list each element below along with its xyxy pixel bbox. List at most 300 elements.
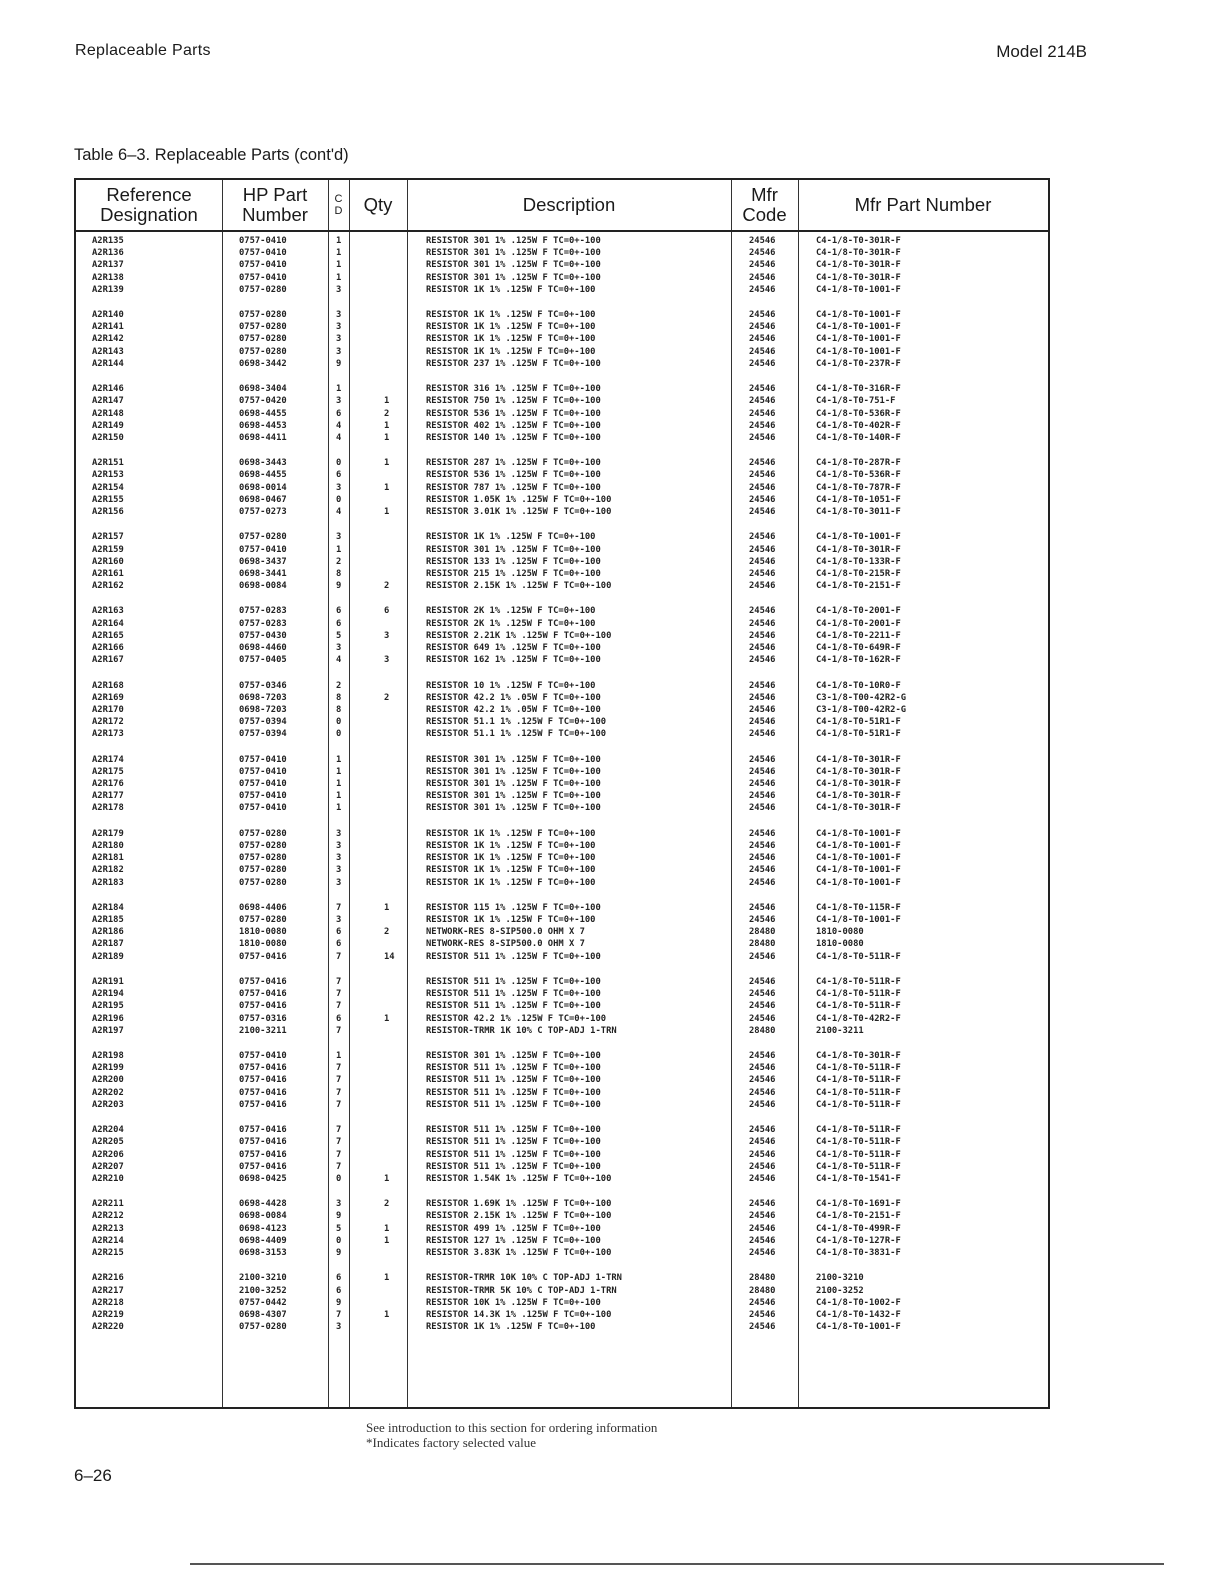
mfr-code: 24546 — [749, 606, 776, 617]
ref-designation: A2R150 — [92, 432, 124, 443]
mfr-code: 24546 — [749, 766, 776, 777]
qty: 1 — [384, 1309, 390, 1320]
ref-designation: A2R187 — [92, 939, 124, 950]
description: RESISTOR 10K 1% .125W F TC=0+-100 — [426, 1297, 601, 1308]
ref-designation: A2R142 — [92, 334, 124, 345]
description: RESISTOR 215 1% .125W F TC=0+-100 — [426, 568, 601, 579]
table-row — [76, 840, 1048, 852]
description: RESISTOR 1K 1% .125W F TC=0+-100 — [426, 532, 596, 543]
table-row — [76, 1198, 1048, 1210]
hp-part-number: 0698-7203 — [239, 692, 287, 703]
ref-designation: A2R155 — [92, 494, 124, 505]
mfr-code: 24546 — [749, 532, 776, 543]
description: RESISTOR 511 1% .125W F TC=0+-100 — [426, 1099, 601, 1110]
hp-part-number: 0757-0416 — [239, 989, 287, 1000]
ref-designation: A2R159 — [92, 544, 124, 555]
hp-part-number: 0757-0416 — [239, 1149, 287, 1160]
table-row — [76, 1297, 1048, 1309]
cd-digit: 4 — [336, 432, 342, 443]
mfr-code: 24546 — [749, 951, 776, 962]
cd-digit: 3 — [336, 284, 342, 295]
description: RESISTOR 1K 1% .125W F TC=0+-100 — [426, 915, 596, 926]
description: RESISTOR 301 1% .125W F TC=0+-100 — [426, 260, 601, 271]
ref-designation: A2R194 — [92, 989, 124, 1000]
mfr-part-number: C4-1/8-T0-1001-F — [816, 1322, 901, 1333]
ref-designation: A2R162 — [92, 581, 124, 592]
ref-designation: A2R185 — [92, 915, 124, 926]
hp-part-number: 0757-0394 — [239, 717, 287, 728]
description: RESISTOR 3.83K 1% .125W F TC=0+-100 — [426, 1247, 612, 1258]
mfr-part-number: C4-1/8-T0-51R1-F — [816, 729, 901, 740]
description: RESISTOR 2.21K 1% .125W F TC=0+-100 — [426, 630, 612, 641]
description: RESISTOR 511 1% .125W F TC=0+-100 — [426, 1063, 601, 1074]
table-row — [76, 766, 1048, 778]
mfr-part-number: C4-1/8-T0-536R-F — [816, 470, 901, 481]
hp-part-number: 0757-0430 — [239, 630, 287, 641]
ref-designation: A2R175 — [92, 766, 124, 777]
ref-designation: A2R211 — [92, 1199, 124, 1210]
mfr-part-number: C4-1/8-T0-140R-F — [816, 432, 901, 443]
mfr-code: 24546 — [749, 1099, 776, 1110]
mfr-code: 24546 — [749, 310, 776, 321]
mfr-part-number: C4-1/8-T0-536R-F — [816, 408, 901, 419]
hp-part-number: 0698-0084 — [239, 581, 287, 592]
mfr-code: 28480 — [749, 1285, 776, 1296]
cd-digit: 3 — [336, 865, 342, 876]
ref-designation: A2R196 — [92, 1013, 124, 1024]
qty: 1 — [384, 1223, 390, 1234]
hp-part-number: 0757-0280 — [239, 828, 287, 839]
hp-part-number: 0698-0084 — [239, 1211, 287, 1222]
cd-digit: 3 — [336, 322, 342, 333]
cd-digit: 7 — [336, 1099, 342, 1110]
description: RESISTOR 1K 1% .125W F TC=0+-100 — [426, 334, 596, 345]
ref-designation: A2R138 — [92, 272, 124, 283]
hp-part-number: 0757-0420 — [239, 396, 287, 407]
qty: 1 — [384, 902, 390, 913]
table-row — [76, 556, 1048, 568]
mfr-code: 24546 — [749, 630, 776, 641]
cd-digit: 7 — [336, 1137, 342, 1148]
cd-digit: 9 — [336, 358, 342, 369]
mfr-code: 24546 — [749, 260, 776, 271]
table-row — [76, 1062, 1048, 1074]
mfr-code: 24546 — [749, 568, 776, 579]
qty: 2 — [384, 1199, 390, 1210]
ref-designation: A2R170 — [92, 704, 124, 715]
ref-designation: A2R177 — [92, 791, 124, 802]
mfr-part-number: C4-1/8-T0-1001-F — [816, 322, 901, 333]
ref-designation: A2R141 — [92, 322, 124, 333]
description: RESISTOR 511 1% .125W F TC=0+-100 — [426, 1161, 601, 1172]
description: NETWORK-RES 8-SIP500.0 OHM X 7 — [426, 939, 585, 950]
table-row — [76, 1013, 1048, 1025]
table-row — [76, 864, 1048, 876]
mfr-part-number: C4-1/8-T0-287R-F — [816, 458, 901, 469]
cd-digit: 7 — [336, 902, 342, 913]
row-group — [76, 1198, 1048, 1272]
ref-designation: A2R178 — [92, 803, 124, 814]
row-group — [76, 383, 1048, 457]
mfr-part-number: C4-1/8-T0-162R-F — [816, 655, 901, 666]
hp-part-number: 0757-0280 — [239, 840, 287, 851]
mfr-part-number: C4-1/8-T0-1001-F — [816, 310, 901, 321]
ref-designation: A2R154 — [92, 482, 124, 493]
table-row — [76, 1272, 1048, 1284]
table-row — [76, 247, 1048, 259]
hp-part-number: 2100-3210 — [239, 1273, 287, 1284]
mfr-part-number: C3-1/8-T00-42R2-G — [816, 692, 907, 703]
table-row — [76, 544, 1048, 556]
mfr-code: 24546 — [749, 272, 776, 283]
qty: 1 — [384, 1013, 390, 1024]
qty: 1 — [384, 482, 390, 493]
mfr-code: 24546 — [749, 420, 776, 431]
hp-part-number: 0757-0410 — [239, 1051, 287, 1062]
table-row — [76, 358, 1048, 370]
table-row — [76, 580, 1048, 592]
mfr-code: 24546 — [749, 989, 776, 1000]
qty: 2 — [384, 408, 390, 419]
qty: 3 — [384, 630, 390, 641]
mfr-part-number: C4-1/8-T0-127R-F — [816, 1235, 901, 1246]
header-rule — [76, 230, 1048, 232]
footnotes — [366, 1420, 657, 1450]
mfr-code: 24546 — [749, 470, 776, 481]
table-row — [76, 1000, 1048, 1012]
mfr-part-number: C4-1/8-T0-1691-F — [816, 1199, 901, 1210]
ref-designation: A2R212 — [92, 1211, 124, 1222]
mfr-code: 24546 — [749, 284, 776, 295]
description: RESISTOR-TRMR 5K 10% C TOP-ADJ 1-TRN — [426, 1285, 617, 1296]
mfr-code: 24546 — [749, 803, 776, 814]
qty: 2 — [384, 581, 390, 592]
ref-designation: A2R179 — [92, 828, 124, 839]
mfr-part-number: C4-1/8-T0-133R-F — [816, 556, 901, 567]
header-mfr-part-number: Mfr Part Number — [854, 194, 992, 215]
mfr-part-number: C4-1/8-T0-42R2-F — [816, 1013, 901, 1024]
mfr-code: 24546 — [749, 1297, 776, 1308]
mfr-part-number: C4-1/8-T0-1001-F — [816, 532, 901, 543]
hp-part-number: 2100-3252 — [239, 1285, 287, 1296]
ref-designation: A2R213 — [92, 1223, 124, 1234]
qty: 1 — [384, 432, 390, 443]
table-row — [76, 926, 1048, 938]
mfr-code: 24546 — [749, 1247, 776, 1258]
hp-part-number: 0757-0442 — [239, 1297, 287, 1308]
mfr-code: 24546 — [749, 655, 776, 666]
mfr-code: 24546 — [749, 1013, 776, 1024]
row-group — [76, 976, 1048, 1050]
footnote-factory-selected: *Indicates factory selected value — [366, 1435, 536, 1450]
table-row — [76, 680, 1048, 692]
header-reference-designation: Reference Designation — [100, 184, 198, 225]
ref-designation: A2R199 — [92, 1063, 124, 1074]
mfr-part-number: 2100-3211 — [816, 1025, 864, 1036]
ref-designation: A2R206 — [92, 1149, 124, 1160]
mfr-code: 24546 — [749, 556, 776, 567]
section-title: Replaceable Parts — [75, 42, 211, 59]
table-row — [76, 802, 1048, 814]
ref-designation: A2R169 — [92, 692, 124, 703]
qty: 6 — [384, 606, 390, 617]
hp-part-number: 0757-0410 — [239, 544, 287, 555]
table-row — [76, 642, 1048, 654]
cd-digit: 1 — [336, 384, 342, 395]
qty: 1 — [384, 1235, 390, 1246]
table-row — [76, 1210, 1048, 1222]
description: RESISTOR 511 1% .125W F TC=0+-100 — [426, 1087, 601, 1098]
cd-digit: 7 — [336, 951, 342, 962]
mfr-code: 24546 — [749, 618, 776, 629]
ref-designation: A2R180 — [92, 840, 124, 851]
table-row — [76, 1235, 1048, 1247]
cd-digit: 1 — [336, 779, 342, 790]
mfr-part-number: C4-1/8-T0-1001-F — [816, 284, 901, 295]
cd-digit: 3 — [336, 643, 342, 654]
mfr-part-number: C4-1/8-T0-301R-F — [816, 766, 901, 777]
hp-part-number: 0757-0416 — [239, 1087, 287, 1098]
ref-designation: A2R164 — [92, 618, 124, 629]
ref-designation: A2R204 — [92, 1125, 124, 1136]
hp-part-number: 0757-0346 — [239, 680, 287, 691]
hp-part-number: 0757-0280 — [239, 865, 287, 876]
cd-digit: 3 — [336, 310, 342, 321]
description: RESISTOR 511 1% .125W F TC=0+-100 — [426, 1137, 601, 1148]
header-description: Description — [522, 194, 616, 215]
ref-designation: A2R160 — [92, 556, 124, 567]
mfr-part-number: 2100-3252 — [816, 1285, 864, 1296]
table-row — [76, 1223, 1048, 1235]
description: RESISTOR 536 1% .125W F TC=0+-100 — [426, 470, 601, 481]
ref-designation: A2R210 — [92, 1173, 124, 1184]
hp-part-number: 0698-4455 — [239, 408, 287, 419]
ref-designation: A2R186 — [92, 927, 124, 938]
table-row — [76, 754, 1048, 766]
row-group — [76, 457, 1048, 531]
hp-part-number: 0698-4409 — [239, 1235, 287, 1246]
description: RESISTOR 51.1 1% .125W F TC=0+-100 — [426, 729, 607, 740]
cd-digit: 5 — [336, 1223, 342, 1234]
cd-digit: 1 — [336, 1051, 342, 1062]
table-row — [76, 1025, 1048, 1037]
cd-digit: 1 — [336, 260, 342, 271]
hp-part-number: 0757-0280 — [239, 310, 287, 321]
description: RESISTOR 14.3K 1% .125W F TC=0+-100 — [426, 1309, 612, 1320]
cd-digit: 8 — [336, 692, 342, 703]
mfr-part-number: C4-1/8-T0-511R-F — [816, 989, 901, 1000]
description: RESISTOR 511 1% .125W F TC=0+-100 — [426, 1001, 601, 1012]
cd-digit: 3 — [336, 853, 342, 864]
hp-part-number: 0757-0410 — [239, 236, 287, 246]
cd-digit: 3 — [336, 1199, 342, 1210]
table-row — [76, 654, 1048, 666]
hp-part-number: 0757-0410 — [239, 260, 287, 271]
mfr-part-number: C4-1/8-T0-301R-F — [816, 1051, 901, 1062]
ref-designation: A2R205 — [92, 1137, 124, 1148]
table-row — [76, 976, 1048, 988]
cd-digit: 9 — [336, 1297, 342, 1308]
hp-part-number: 0698-4460 — [239, 643, 287, 654]
ref-designation: A2R198 — [92, 1051, 124, 1062]
mfr-part-number: C4-1/8-T0-301R-F — [816, 791, 901, 802]
mfr-code: 24546 — [749, 791, 776, 802]
ref-designation: A2R191 — [92, 976, 124, 987]
mfr-code: 24546 — [749, 432, 776, 443]
description: RESISTOR 1.54K 1% .125W F TC=0+-100 — [426, 1173, 612, 1184]
table-row — [76, 790, 1048, 802]
description: RESISTOR 10 1% .125W F TC=0+-100 — [426, 680, 596, 691]
description: RESISTOR 1.69K 1% .125W F TC=0+-100 — [426, 1199, 612, 1210]
ref-designation: A2R220 — [92, 1322, 124, 1333]
description: RESISTOR 42.2 1% .05W F TC=0+-100 — [426, 704, 601, 715]
hp-part-number: 0757-0394 — [239, 729, 287, 740]
table-row — [76, 1149, 1048, 1161]
bottom-rule — [190, 1563, 1164, 1565]
hp-part-number: 0698-3442 — [239, 358, 287, 369]
cd-digit: 3 — [336, 396, 342, 407]
mfr-code: 24546 — [749, 384, 776, 395]
cd-digit: 0 — [336, 1235, 342, 1246]
mfr-part-number: C4-1/8-T0-2211-F — [816, 630, 901, 641]
mfr-code: 24546 — [749, 1211, 776, 1222]
hp-part-number: 0757-0280 — [239, 532, 287, 543]
header-mfr-code: Mfr Code — [742, 184, 787, 225]
ref-designation: A2R146 — [92, 384, 124, 395]
mfr-part-number: C4-1/8-T0-301R-F — [816, 260, 901, 271]
mfr-part-number: C4-1/8-T0-1541-F — [816, 1173, 901, 1184]
mfr-code: 24546 — [749, 902, 776, 913]
mfr-part-number: C4-1/8-T0-511R-F — [816, 951, 901, 962]
mfr-part-number: C4-1/8-T0-511R-F — [816, 1001, 901, 1012]
table-row — [76, 408, 1048, 420]
cd-digit: 7 — [336, 989, 342, 1000]
cd-digit: 3 — [336, 482, 342, 493]
hp-part-number: 0757-0273 — [239, 507, 287, 518]
hp-part-number: 0698-3437 — [239, 556, 287, 567]
mfr-code: 24546 — [749, 248, 776, 259]
cd-digit: 6 — [336, 408, 342, 419]
hp-part-number: 0757-0416 — [239, 1161, 287, 1172]
mfr-part-number: C4-1/8-T0-511R-F — [816, 976, 901, 987]
ref-designation: A2R202 — [92, 1087, 124, 1098]
mfr-part-number: C4-1/8-T0-215R-F — [816, 568, 901, 579]
table-row — [76, 852, 1048, 864]
mfr-part-number: C4-1/8-T0-1001-F — [816, 828, 901, 839]
hp-part-number: 0757-0410 — [239, 248, 287, 259]
header-cd: C D — [334, 193, 343, 217]
table-row — [76, 333, 1048, 345]
footnote-ordering: See introduction to this section for ordering information — [366, 1420, 658, 1435]
table-row — [76, 692, 1048, 704]
ref-designation: A2R165 — [92, 630, 124, 641]
cd-digit: 3 — [336, 1322, 342, 1333]
table-row — [76, 716, 1048, 728]
description: RESISTOR 301 1% .125W F TC=0+-100 — [426, 779, 601, 790]
description: RESISTOR 115 1% .125W F TC=0+-100 — [426, 902, 601, 913]
mfr-code: 24546 — [749, 729, 776, 740]
hp-part-number: 0757-0416 — [239, 1075, 287, 1086]
ref-designation: A2R143 — [92, 346, 124, 357]
table-row — [76, 1161, 1048, 1173]
description: RESISTOR 301 1% .125W F TC=0+-100 — [426, 791, 601, 802]
description: RESISTOR 301 1% .125W F TC=0+-100 — [426, 248, 601, 259]
description: RESISTOR 162 1% .125W F TC=0+-100 — [426, 655, 601, 666]
hp-part-number: 0698-0467 — [239, 494, 287, 505]
row-group — [76, 531, 1048, 605]
mfr-code: 24546 — [749, 840, 776, 851]
mfr-part-number: C4-1/8-T0-1001-F — [816, 853, 901, 864]
table-row — [76, 346, 1048, 358]
cd-digit: 1 — [336, 272, 342, 283]
parts-table — [74, 178, 1050, 1409]
mfr-code: 28480 — [749, 927, 776, 938]
qty: 14 — [384, 951, 395, 962]
qty: 2 — [384, 927, 390, 938]
hp-part-number: 0757-0280 — [239, 1322, 287, 1333]
hp-part-number: 0757-0280 — [239, 853, 287, 864]
table-row — [76, 457, 1048, 469]
mfr-code: 24546 — [749, 643, 776, 654]
ref-designation: A2R168 — [92, 680, 124, 691]
qty: 1 — [384, 1173, 390, 1184]
table-row — [76, 469, 1048, 481]
table-row — [76, 1124, 1048, 1136]
hp-part-number: 0698-0425 — [239, 1173, 287, 1184]
mfr-part-number: C4-1/8-T0-787R-F — [816, 482, 901, 493]
mfr-code: 24546 — [749, 507, 776, 518]
hp-part-number: 0757-0416 — [239, 1125, 287, 1136]
description: RESISTOR 511 1% .125W F TC=0+-100 — [426, 976, 601, 987]
description: RESISTOR 51.1 1% .125W F TC=0+-100 — [426, 717, 607, 728]
description: RESISTOR 1K 1% .125W F TC=0+-100 — [426, 865, 596, 876]
mfr-part-number: C4-1/8-T0-2001-F — [816, 618, 901, 629]
hp-part-number: 0757-0283 — [239, 606, 287, 617]
cd-digit: 1 — [336, 236, 342, 246]
mfr-part-number: C4-1/8-T0-1001-F — [816, 877, 901, 888]
description: RESISTOR 42.2 1% .05W F TC=0+-100 — [426, 692, 601, 703]
table-row — [76, 272, 1048, 284]
description: RESISTOR 1K 1% .125W F TC=0+-100 — [426, 828, 596, 839]
row-group — [76, 309, 1048, 383]
ref-designation: A2R166 — [92, 643, 124, 654]
cd-digit: 7 — [336, 976, 342, 987]
row-group — [76, 680, 1048, 754]
cd-digit: 1 — [336, 791, 342, 802]
table-row — [76, 914, 1048, 926]
row-group — [76, 754, 1048, 828]
hp-part-number: 0698-4307 — [239, 1309, 287, 1320]
description: RESISTOR 511 1% .125W F TC=0+-100 — [426, 1125, 601, 1136]
table-row — [76, 1136, 1048, 1148]
mfr-part-number: 1810-0080 — [816, 927, 864, 938]
table-row — [76, 432, 1048, 444]
mfr-part-number: C4-1/8-T0-511R-F — [816, 1063, 901, 1074]
table-row — [76, 1099, 1048, 1111]
mfr-part-number: C4-1/8-T0-751-F — [816, 396, 896, 407]
cd-digit: 9 — [336, 1211, 342, 1222]
mfr-part-number: C4-1/8-T0-511R-F — [816, 1161, 901, 1172]
mfr-code: 24546 — [749, 1051, 776, 1062]
row-group — [76, 1124, 1048, 1198]
mfr-code: 24546 — [749, 581, 776, 592]
description: RESISTOR 536 1% .125W F TC=0+-100 — [426, 408, 601, 419]
mfr-code: 24546 — [749, 828, 776, 839]
table-row — [76, 395, 1048, 407]
cd-digit: 9 — [336, 1247, 342, 1258]
mfr-code: 24546 — [749, 494, 776, 505]
mfr-code: 24546 — [749, 1322, 776, 1333]
